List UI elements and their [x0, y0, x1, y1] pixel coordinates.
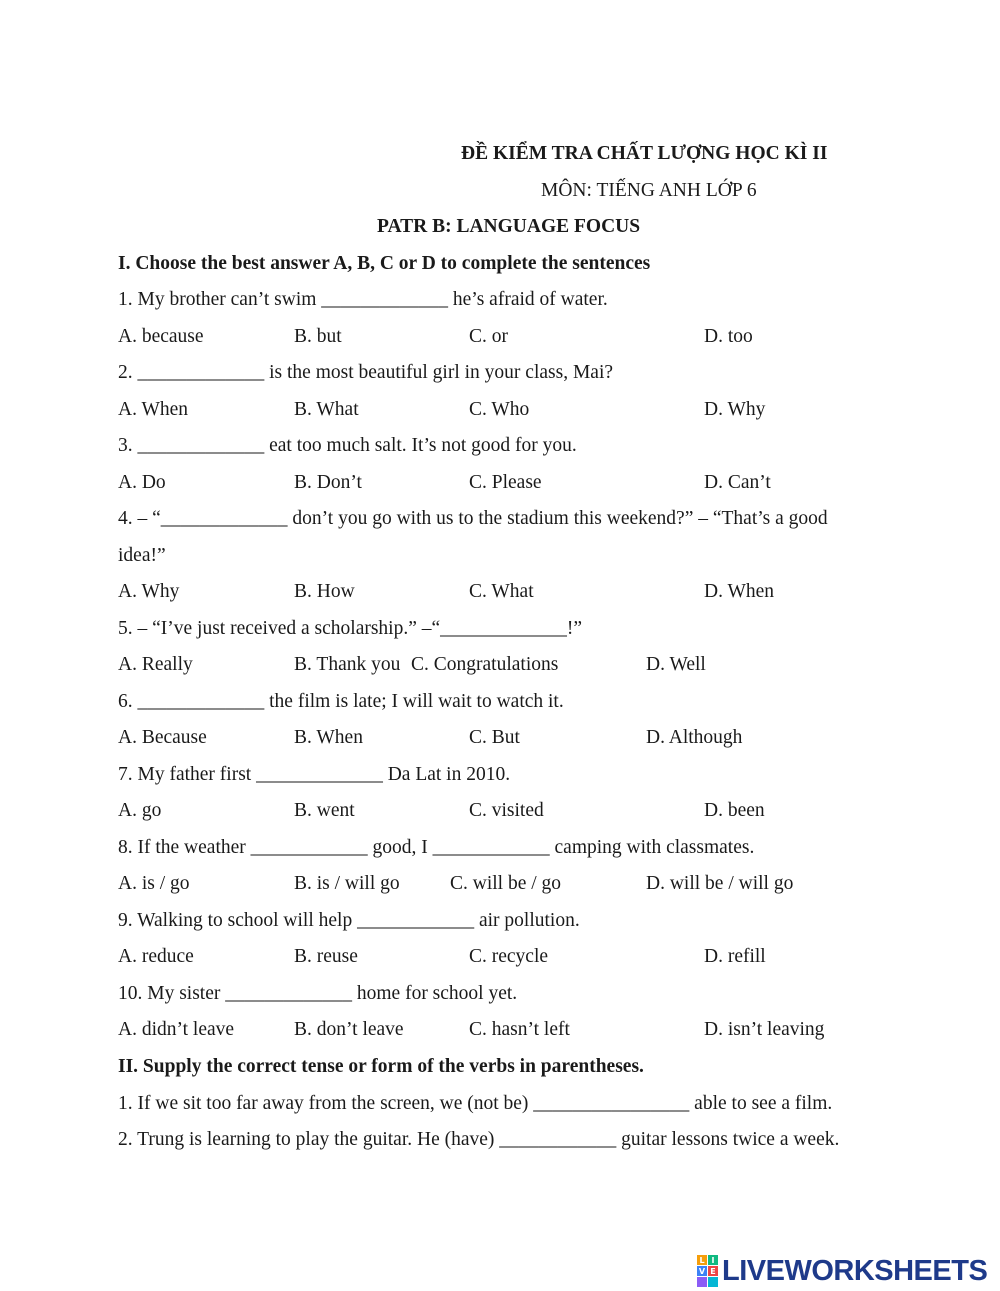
option-d[interactable]: D. will be / will go — [646, 873, 794, 894]
option-b[interactable]: B. What — [294, 399, 359, 420]
option-a[interactable]: A. because — [118, 326, 204, 347]
exam-title: ĐỀ KIỂM TRA CHẤT LƯỢNG HỌC KÌ II — [461, 143, 828, 164]
logo-mark-icon: L I V E — [697, 1255, 718, 1287]
option-d[interactable]: D. isn’t leaving — [704, 1019, 825, 1040]
option-c[interactable]: C. What — [469, 581, 534, 602]
option-b[interactable]: B. When — [294, 727, 363, 748]
option-b[interactable]: B. is / will go — [294, 873, 400, 894]
question-text: 6. _____________ the film is late; I will wait to watch it. — [118, 691, 564, 712]
question-text: 7. My father first _____________ Da Lat in 2010. — [118, 764, 511, 785]
option-c[interactable]: C. hasn’t left — [469, 1019, 570, 1040]
option-a[interactable]: A. Really — [118, 654, 193, 675]
verb-question: 2. Trung is learning to play the guitar. He (have) ____________ guitar lessons twice a week. — [118, 1129, 840, 1150]
option-d[interactable]: D. Although — [646, 727, 743, 748]
option-c[interactable]: C. Congratulations — [411, 654, 559, 675]
option-c[interactable]: C. will be / go — [450, 873, 562, 894]
question-text: 9. Walking to school will help ____________ air pollution. — [118, 910, 580, 931]
option-b[interactable]: B. Don’t — [294, 472, 362, 493]
option-d[interactable]: D. been — [704, 800, 765, 821]
question-text: 1. My brother can’t swim _____________ he’s afraid of water. — [118, 289, 608, 310]
logo-text: LIVEWORKSHEETS — [722, 1254, 988, 1287]
question-text: 10. My sister _____________ home for school yet. — [118, 983, 518, 1004]
option-a[interactable]: A. Because — [118, 727, 207, 748]
question-text: 5. – “I’ve just received a scholarship.” –“_____________!” — [118, 618, 583, 639]
option-d[interactable]: D. When — [704, 581, 775, 602]
option-a[interactable]: A. When — [118, 399, 189, 420]
question-text-continued: idea!” — [118, 545, 166, 566]
section2-heading: II. Supply the correct tense or form of the verbs in parentheses. — [118, 1056, 644, 1077]
question-text: 4. – “_____________ don’t you go with us to the stadium this weekend?” – “That’s a good — [118, 508, 828, 529]
option-a[interactable]: A. Why — [118, 581, 180, 602]
option-d[interactable]: D. too — [704, 326, 753, 347]
part-heading: PATR B: LANGUAGE FOCUS — [377, 216, 641, 237]
option-d[interactable]: D. Why — [704, 399, 766, 420]
option-a[interactable]: A. Do — [118, 472, 166, 493]
option-d[interactable]: D. Well — [646, 654, 706, 675]
option-c[interactable]: C. recycle — [469, 946, 549, 967]
question-text: 2. _____________ is the most beautiful girl in your class, Mai? — [118, 362, 614, 383]
option-c[interactable]: C. Please — [469, 472, 542, 493]
option-a[interactable]: A. didn’t leave — [118, 1019, 235, 1040]
exam-subject: MÔN: TIẾNG ANH LỚP 6 — [541, 180, 757, 201]
option-b[interactable]: B. Thank you — [294, 654, 401, 675]
option-b[interactable]: B. went — [294, 800, 355, 821]
option-b[interactable]: B. reuse — [294, 946, 358, 967]
section1-heading: I. Choose the best answer A, B, C or D to complete the sentences — [118, 253, 651, 274]
option-d[interactable]: D. Can’t — [704, 472, 771, 493]
option-d[interactable]: D. refill — [704, 946, 766, 967]
liveworksheets-logo — [697, 1256, 987, 1286]
option-a[interactable]: A. reduce — [118, 946, 194, 967]
verb-question: 1. If we sit too far away from the screen, we (not be) ________________ able to see a film. — [118, 1093, 833, 1114]
option-b[interactable]: B. How — [294, 581, 355, 602]
option-b[interactable]: B. don’t leave — [294, 1019, 404, 1040]
option-c[interactable]: C. visited — [469, 800, 544, 821]
option-a[interactable]: A. go — [118, 800, 162, 821]
option-c[interactable]: C. But — [469, 727, 520, 748]
question-text: 8. If the weather ____________ good, I ____________ camping with classmates. — [118, 837, 755, 858]
option-c[interactable]: C. Who — [469, 399, 530, 420]
option-b[interactable]: B. but — [294, 326, 342, 347]
option-c[interactable]: C. or — [469, 326, 508, 347]
question-text: 3. _____________ eat too much salt. It’s not good for you. — [118, 435, 577, 456]
option-a[interactable]: A. is / go — [118, 873, 190, 894]
